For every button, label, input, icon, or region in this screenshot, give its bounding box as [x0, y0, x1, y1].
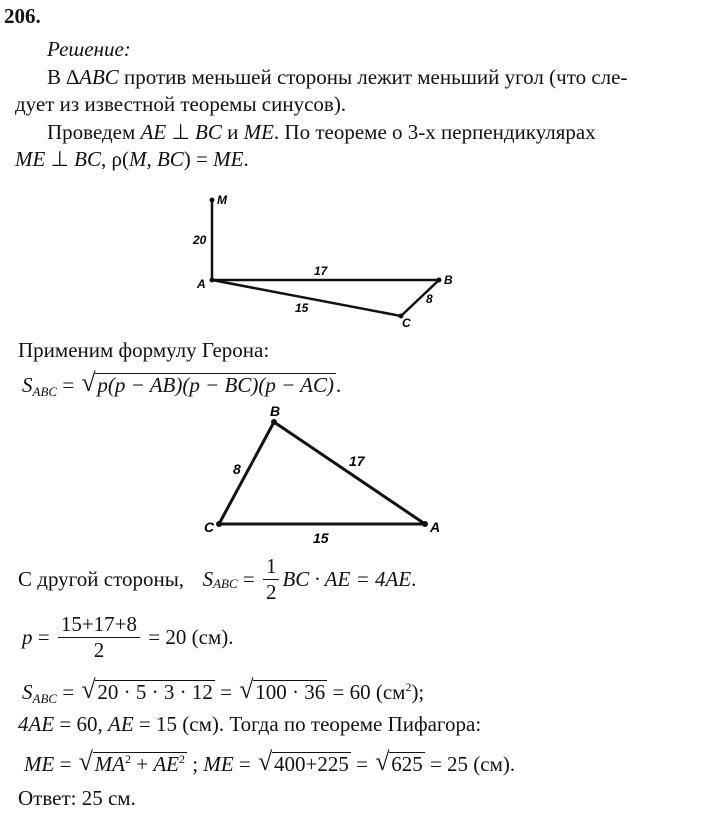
perimeter-p: p	[22, 625, 33, 649]
p2-l2-args: M, BC	[128, 147, 184, 171]
other-side-end: .	[411, 567, 417, 591]
p2-l2-me2: ME	[213, 147, 244, 171]
solution-label: Решение:	[47, 37, 131, 61]
p2-text-a: Проведем	[47, 120, 141, 144]
other-side-sub: ABC	[213, 576, 238, 591]
sqrt-icon: √	[78, 747, 93, 776]
p2-l2-perp: ⊥	[45, 147, 75, 171]
p2-perp: ⊥	[166, 120, 195, 144]
area-eq2: =	[214, 680, 238, 704]
problem-number: 206.	[4, 4, 41, 28]
p2-l2-close: ) =	[183, 147, 214, 171]
length-ac: 15	[295, 301, 309, 315]
ae-line-ae: AE	[108, 712, 134, 736]
area-radicand-1: 20 · 5 · 3 · 12	[97, 680, 213, 704]
segment-cb	[219, 422, 274, 524]
other-side-s: S	[202, 567, 214, 591]
sqrt-icon: √	[375, 747, 390, 776]
length-cb: 8	[233, 461, 241, 477]
perimeter-num: 15+17+8	[58, 614, 140, 638]
answer-line: Ответ: 25 см.	[18, 786, 136, 810]
sqrt-icon: √	[258, 747, 273, 776]
me-radical-1	[78, 747, 187, 776]
me-ma: MA	[94, 752, 125, 776]
me-eq2: =	[233, 752, 257, 776]
perimeter-fraction	[58, 614, 140, 661]
label-m: M	[217, 193, 227, 207]
other-side-rhs: BC · AE = 4AE	[282, 567, 412, 591]
area-sup: 2	[405, 680, 412, 694]
heron-intro: Применим формулу Герона:	[18, 338, 270, 362]
area-sub: ABC	[32, 691, 58, 706]
p2-l2-comma: ,	[100, 147, 112, 171]
ae-line-t2: = 15 (см). Тогда по теореме Пифагора:	[133, 712, 482, 736]
p2-ae: AE	[140, 120, 167, 144]
label-b2: B	[270, 403, 281, 419]
p2-me: ME	[243, 120, 274, 144]
p2-and: и	[221, 120, 244, 144]
me-lhs: ME	[24, 752, 55, 776]
area-end: );	[411, 680, 425, 704]
me-radicand-3: 625	[391, 752, 423, 776]
area-calc-line	[22, 675, 425, 706]
length-ca: 15	[313, 530, 329, 546]
perimeter-rhs: = 20 (см).	[143, 625, 234, 649]
length-ba: 17	[349, 453, 365, 469]
heron-s: S	[22, 373, 33, 397]
p1-triangle: ∆ABC	[66, 65, 119, 89]
label-a2: A	[430, 519, 441, 535]
paragraph-1-line-2: дует из известной теоремы синусов).	[15, 92, 347, 116]
point-c2	[216, 521, 222, 527]
me-ae: AE	[153, 752, 179, 776]
me-eq3: =	[350, 752, 374, 776]
heron-radicand: p(p − AB)(p − BC)(p − AC)	[97, 373, 334, 397]
other-side-text: С другой стороны,	[18, 567, 185, 591]
me-radical-3	[375, 747, 425, 776]
me-sup1: 2	[125, 752, 131, 766]
other-side-eq: =	[237, 567, 260, 591]
label-c: C	[402, 316, 411, 330]
label-a: A	[197, 277, 206, 291]
half-fraction	[263, 556, 280, 603]
label-b: B	[444, 273, 453, 287]
p1-text-a: В	[47, 65, 67, 89]
heron-end: .	[335, 373, 342, 397]
point-a2	[422, 521, 428, 527]
p2-text-b: . По теореме о 3-х перпендикулярах	[273, 120, 596, 144]
area-rhs: = 60 (см	[327, 680, 406, 704]
other-side-line	[18, 556, 416, 603]
ae-line-t1: = 60,	[54, 712, 108, 736]
label-c2: C	[204, 519, 215, 535]
area-eq: =	[57, 680, 80, 704]
half-num: 1	[263, 556, 280, 580]
area-s: S	[22, 680, 33, 704]
p2-l2-rho: ρ(	[111, 147, 129, 171]
me-sup2: 2	[179, 752, 185, 766]
area-radical-2	[239, 675, 327, 704]
me-radicand-1	[93, 752, 187, 775]
sqrt-icon: √	[81, 368, 96, 397]
ae-line	[18, 714, 481, 735]
p2-l2-me: ME	[15, 147, 46, 171]
point-b2	[271, 419, 277, 425]
me-rhs: = 25 (см).	[424, 752, 516, 776]
heron-sub: ABC	[32, 384, 58, 399]
length-ma: 20	[193, 233, 207, 247]
me-radical-2	[258, 747, 351, 776]
me-semi: ;	[187, 752, 204, 776]
p1-text-b: против меньшей стороны лежит меньший угол (что сле-	[118, 65, 628, 89]
area-radicand-2: 100 · 36	[255, 680, 326, 704]
area-radical-1	[81, 675, 214, 704]
me-lhs-2: ME	[203, 752, 234, 776]
sqrt-icon: √	[239, 675, 254, 704]
length-bc: 8	[426, 292, 433, 306]
me-calc-line	[24, 747, 516, 776]
me-radicand-2: 400+225	[274, 752, 349, 776]
perimeter-line	[22, 614, 233, 661]
me-eq: =	[54, 752, 77, 776]
perimeter-eq: =	[32, 625, 55, 649]
half-den: 2	[265, 580, 277, 604]
heron-eq: =	[57, 373, 80, 397]
me-plus: +	[131, 752, 154, 776]
p2-bc: BC	[195, 120, 222, 144]
sqrt-icon: √	[81, 675, 96, 704]
ae-line-4ae: 4AE	[18, 712, 55, 736]
p2-l2-bc: BC	[74, 147, 101, 171]
p2-l2-dot: .	[243, 147, 249, 171]
length-ab: 17	[314, 264, 328, 278]
perimeter-den: 2	[93, 638, 105, 662]
segment-ba	[274, 422, 425, 524]
